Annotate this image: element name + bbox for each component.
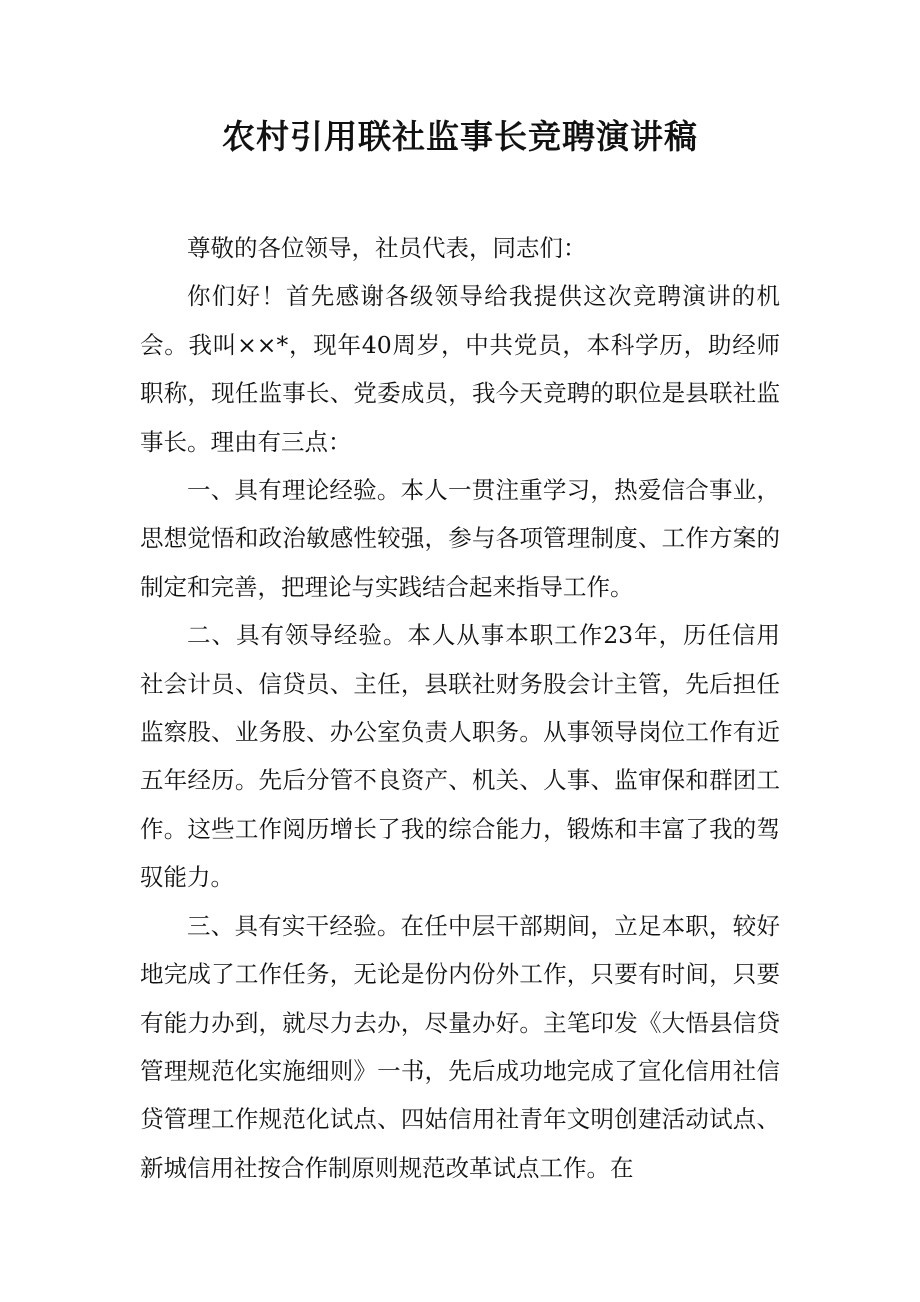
salutation-paragraph: 尊敬的各位领导，社员代表，同志们： [187,234,587,262]
reason-three-paragraph: 三、具有实干经验。在任中层干部期间，立足本职，较好地完成了工作任务，无论是份内份外工作，只要有时间，只要有能力办到，就尽力去办，尽量办好。主笔印发《大悟县信贷管理规范化实施细则》一书，先后成功地完成了宣化信用社信贷管理工作规范化试点、四姑信用社青年文明创建活动试点、新城信用社按合作制原则规范改革试点工作。在 [140,911,780,1182]
document-body [140,224,780,1192]
document-title: 农村引用联社监事长竞聘演讲稿 [222,117,698,156]
reason-two-paragraph: 二、具有领导经验。本人从事本职工作23年，历任信用社会计员、信贷员、主任，县联社财务股会计主管，先后担任监察股、业务股、办公室负责人职务。从事领导岗位工作有近五年经历。先后分管不良资产、机关、人事、监审保和群团工作。这些工作阅历增长了我的综合能力，锻炼和丰富了我的驾驭能力。 [140,621,780,892]
reason-one-paragraph: 一、具有理论经验。本人一贯注重学习，热爱信合事业，思想觉悟和政治敏感性较强，参与各项管理制度、工作方案的制定和完善，把理论与实践结合起来指导工作。 [140,476,780,601]
introduction-paragraph: 你们好！首先感谢各级领导给我提供这次竞聘演讲的机会。我叫××*，现年40周岁，中共党员，本科学历，助经师职称，现任监事长、党委成员，我今天竞聘的职位是县联社监事长。理由有三点： [140,282,780,456]
